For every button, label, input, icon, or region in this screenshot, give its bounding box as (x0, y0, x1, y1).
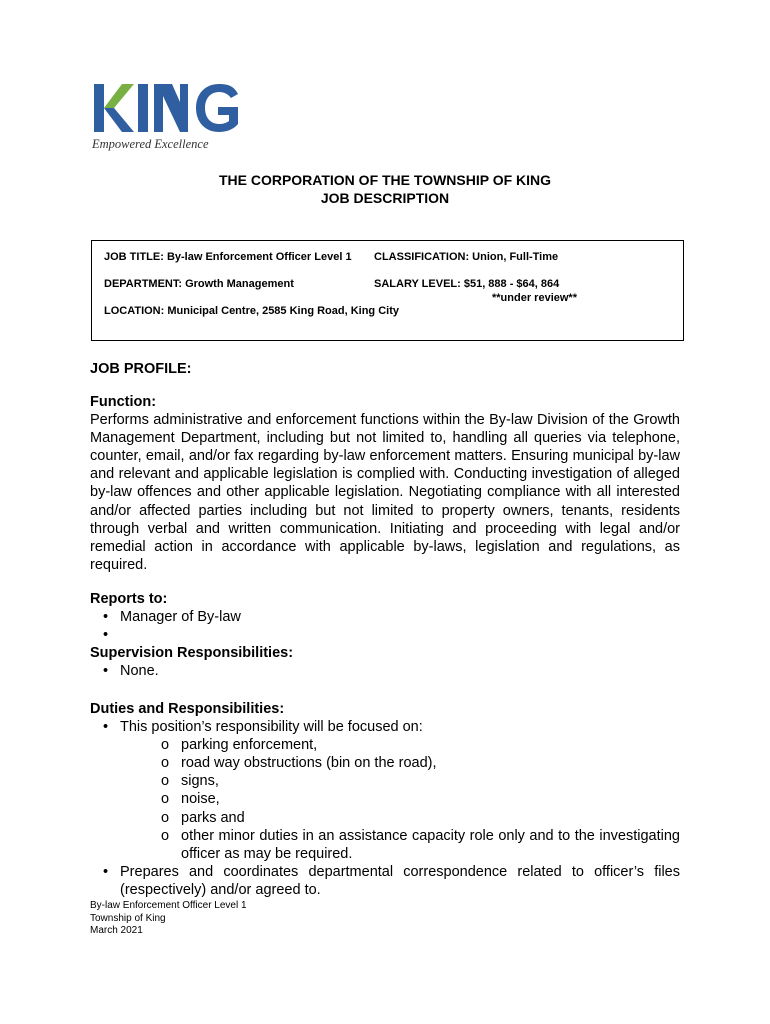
salary-note: **under review** (492, 292, 577, 304)
list-item (90, 626, 680, 644)
list-item (120, 809, 680, 827)
duties-subitem: parks and (181, 809, 245, 826)
duties-item: Prepares and coordinates departmental correspondence related to officer’s files (respectively) and/or agreed to. (120, 863, 680, 898)
list-item (90, 863, 680, 899)
document-title: JOB DESCRIPTION (320, 190, 450, 206)
list-item (120, 736, 680, 754)
job-info-box (91, 240, 684, 341)
duties-section (90, 700, 680, 899)
duties-subitem: other minor duties in an assistance capacity role only and to the investigating officer as may be required. (181, 827, 680, 862)
department: DEPARTMENT: Growth Management (104, 278, 294, 290)
function-text: Performs administrative and enforcement functions within the By-law Division of the Growth Management Department, including but not limited to, handling all queries via telephone, counter, email, and/or fax regarding by-law enforcement matters. Ensuring municipal by-law and relevant and applicable legislation is complied with. Conducting investigation of alleged by-law offences and other applicable legislation. Negotiating compliance with all interested and/or affected parties including but not limited to property owners, tenants, residents through verbal and written communication. Initiating and proceeding with legal and/or remedial action in accordance with applicable by-laws, legislation and regulations, as required. (90, 412, 680, 573)
list-item (120, 827, 680, 863)
duties-subitem: road way obstructions (bin on the road), (181, 755, 437, 772)
king-logo-mark (92, 80, 242, 136)
location: LOCATION: Municipal Centre, 2585 King Road, King City (104, 305, 399, 317)
supervision-item: None. (120, 663, 159, 680)
footer-line: By-law Enforcement Officer Level 1 (90, 900, 247, 911)
list-item (120, 754, 680, 772)
salary-level: SALARY LEVEL: $51, 888 - $64, 864 (374, 278, 560, 290)
list-item (90, 718, 680, 863)
job-title: JOB TITLE: By-law Enforcement Officer Level 1 (104, 251, 352, 263)
logo-tagline: Empowered Excellence (92, 137, 209, 151)
function-heading: Function: (90, 394, 157, 410)
footer-line: March 2021 (90, 925, 143, 936)
duties-heading: Duties and Responsibilities: (90, 701, 285, 717)
reports-to-item: Manager of By-law (120, 609, 241, 626)
king-logo (92, 80, 242, 156)
duties-subitem: noise, (181, 791, 220, 808)
duties-subitem: parking enforcement, (181, 737, 318, 754)
list-item (90, 608, 680, 626)
supervision-heading: Supervision Responsibilities: (90, 645, 294, 662)
page-footer (90, 900, 247, 938)
duties-subitem: signs, (181, 773, 219, 790)
footer-line: Township of King (90, 912, 166, 924)
reports-to-section (90, 590, 680, 680)
organization-title: THE CORPORATION OF THE TOWNSHIP OF KING (218, 172, 552, 188)
function-section (90, 393, 680, 574)
reports-to-heading: Reports to: (90, 591, 168, 607)
list-item (120, 790, 680, 808)
job-profile-heading: JOB PROFILE: (90, 361, 192, 377)
list-item (120, 772, 680, 790)
duties-item: This position’s responsibility will be focused on: (120, 719, 423, 736)
classification: CLASSIFICATION: Union, Full-Time (374, 251, 559, 263)
list-item (90, 662, 680, 680)
